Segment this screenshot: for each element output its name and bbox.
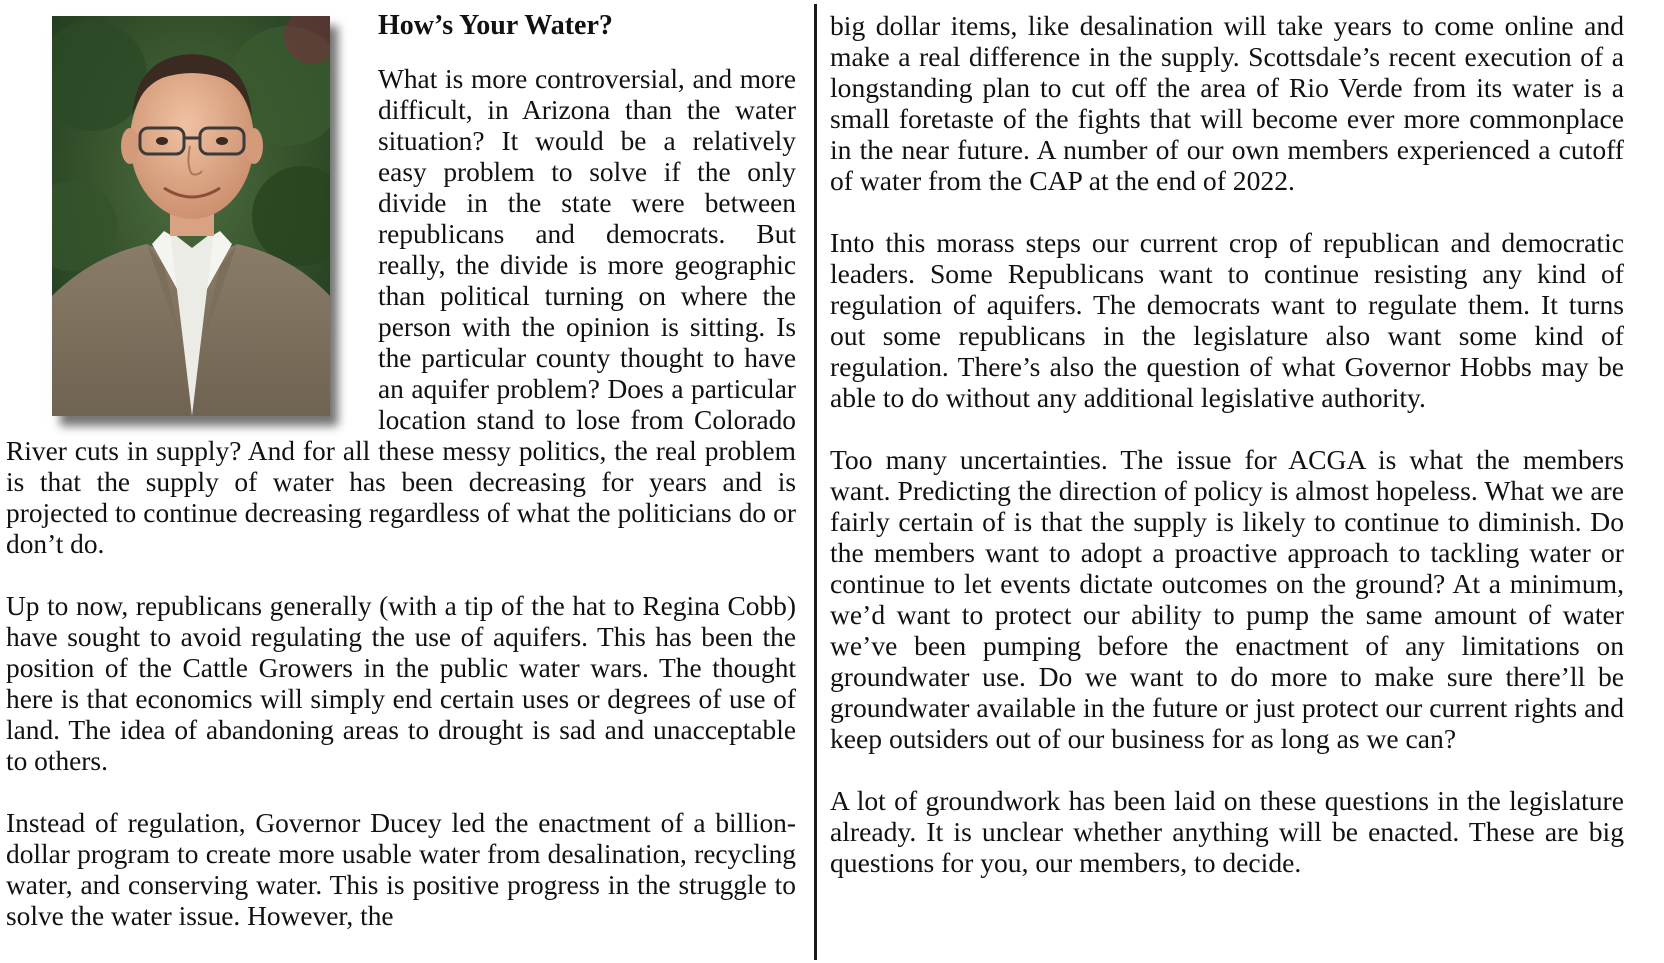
left-paragraph-2: Up to now, republicans generally (with a tip of the hat to Regina Cobb) have sought to avoid regulating the use of aquifers. This has been the position of the Cattle Growers in the public water wars. The thought here is that economics will simply end certain uses or degrees of use of land. The idea of abandoning areas to drought is sad and unacceptable to others. (6, 591, 796, 776)
right-paragraph-4: A lot of groundwork has been laid on these questions in the legislature already. It is unclear whether anything will be enacted. These are big questions for you, our members, to decide. (830, 785, 1624, 878)
left-paragraph-1: What is more controversial, and more difficult, in Arizona than the water situation? It would be a relatively easy problem to solve if the only divide in the state were between republicans and democrats. But really, the divide is more geographic than political turning on where the person with the opinion is sitting. Is the particular county thought to have an aquifer problem? Does a particular location stand to lose from Colorado River cuts in supply? And for all these messy politics, the real problem is that the supply of water has been decreasing for years and is projected to continue decreasing regardless of what the politicians do or don’t do. (6, 64, 796, 559)
column-divider (814, 4, 817, 960)
left-column (6, 6, 796, 963)
left-paragraph-3: Instead of regulation, Governor Ducey led the enactment of a billion-dollar program to create more usable water from desalination, recycling water, and conserving water. This is positive progress in the struggle to solve the water issue. However, the (6, 808, 796, 931)
right-column (830, 10, 1624, 909)
article-headline: How’s Your Water? (378, 10, 613, 41)
right-paragraph-1: big dollar items, like desalination will take years to come online and make a real difference in the supply. Scottsdale’s recent execution of a longstanding plan to cut off the area of Rio Verde from its water is a small foretaste of the fights that will become ever more commonplace in the near future. A number of our own members experienced a cutoff of water from the CAP at the end of 2022. (830, 10, 1624, 196)
right-paragraph-2: Into this morass steps our current crop of republican and democratic leaders. Some Republicans want to continue resisting any kind of regulation of aquifers. The democrats want to regulate them. It turns out some republicans in the legislature also want some kind of regulation. There’s also the question of what Governor Hobbs may be able to do without any additional legislative authority. (830, 227, 1624, 413)
right-paragraph-3: Too many uncertainties. The issue for ACGA is what the members want. Predicting the direction of policy is almost hopeless. What we are fairly certain of is that the supply is likely to continue to diminish. Do the members want to adopt a proactive approach to tackling water or continue to let events dictate outcomes on the ground? At a minimum, we’d want to protect our ability to pump the same amount of water we’ve been pumping before the enactment of any limitations on groundwater use. Do we want to do more to make sure there’ll be groundwater available in the future or just protect our current rights and keep outsiders out of our business for as long as we can? (830, 444, 1624, 754)
author-photo (52, 16, 330, 416)
author-photo-frame (52, 16, 330, 416)
portrait-illustration (52, 16, 330, 416)
